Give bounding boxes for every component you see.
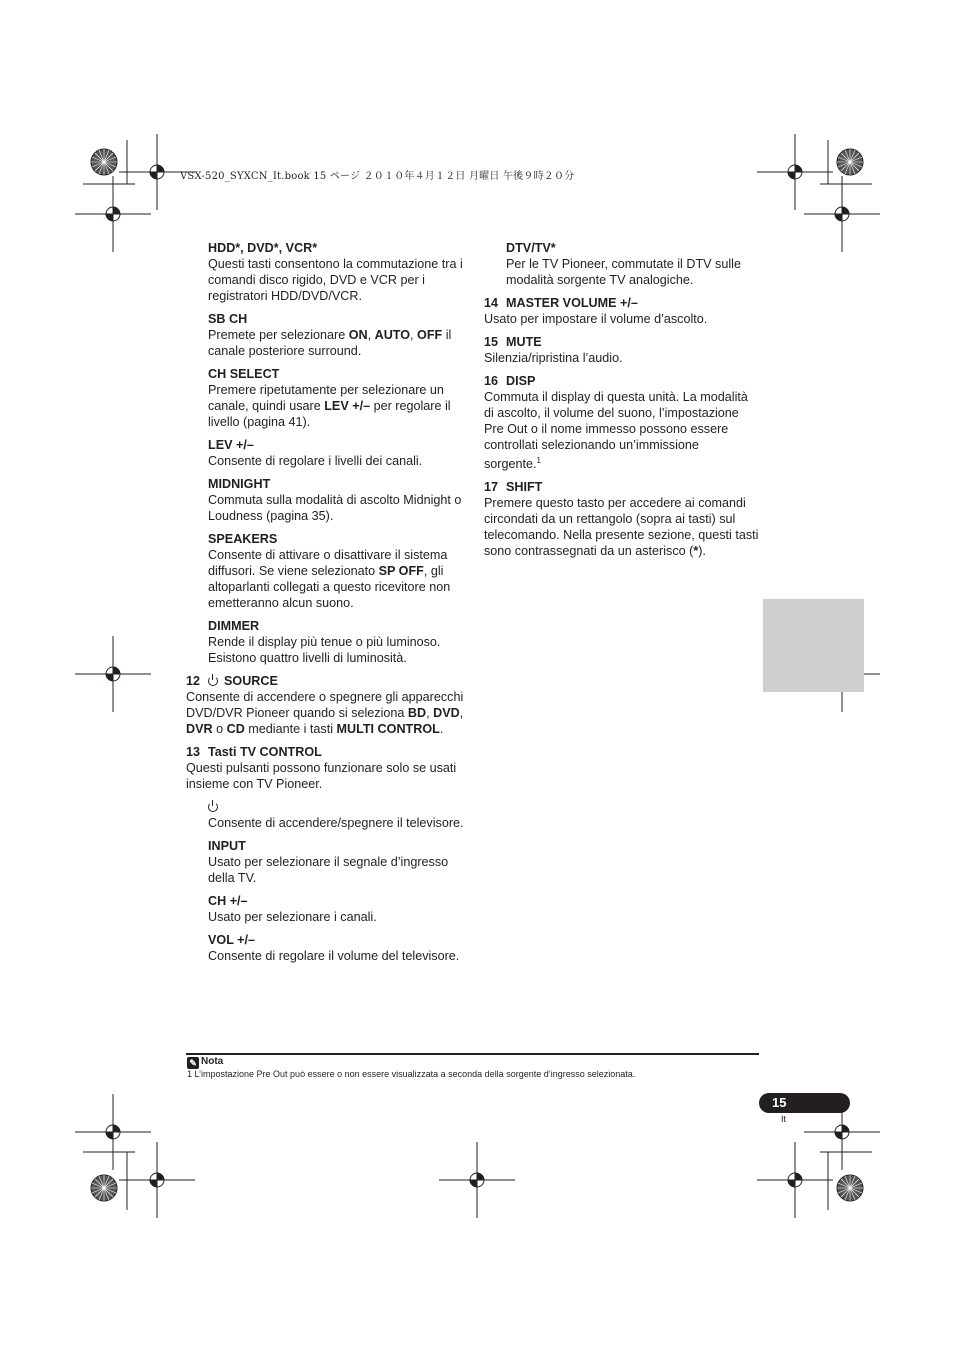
right-column: [484, 240, 759, 566]
item-heading: HDD*, DVD*, VCR*: [208, 241, 318, 255]
item-description: Per le TV Pioneer, commutate il DTV sulle modalità sorgente TV analogiche.: [506, 257, 741, 287]
item-heading: [208, 799, 466, 815]
item-heading: 12 SOURCE: [186, 674, 278, 688]
list-item: [208, 366, 466, 430]
item-description: Usato per selezionare i canali.: [208, 910, 377, 924]
item-heading: 13 Tasti TV CONTROL: [186, 745, 322, 759]
section-12: [186, 673, 466, 737]
list-item: [208, 240, 466, 304]
item-description: Rende il display più tenue o più luminoso. Esistono quattro livelli di luminosità.: [208, 635, 441, 665]
item-description: Premete per selezionare ON, AUTO, OFF il canale posteriore surround.: [208, 328, 452, 358]
list-item: [208, 932, 466, 964]
item-heading: INPUT: [208, 839, 246, 853]
item-description: Commuta il display di questa unità. La modalità di ascolto, il volume del suono, l’impostazione Pre Out o il nome immesso possono essere controllati selezionando un’immissione sorgente.$^1$: [484, 390, 748, 472]
item-description: Consente di regolare i livelli dei canali.: [208, 454, 423, 468]
item-description: Commuta sulla modalità di ascolto Midnight o Loudness (pagina 35).: [208, 493, 462, 523]
item-heading: 15 MUTE: [484, 335, 542, 349]
section-item: [484, 479, 759, 559]
left-column: [186, 240, 466, 971]
item-heading: SB CH: [208, 312, 248, 326]
chapter-tab: [763, 599, 864, 692]
note-label: Nota: [201, 1056, 224, 1067]
power-icon: [208, 676, 218, 686]
item-description: Consente di attivare o disattivare il sistema diffusori. Se viene selezionato SP OFF, gli altoparlanti collegati a questo ricevitore non emetteranno alcun suono.: [208, 548, 451, 610]
item-heading: SPEAKERS: [208, 532, 278, 546]
section-number: 12: [186, 674, 201, 688]
item-description: Questi tasti consentono la commutazione tra i comandi disco rigido, DVD e VCR per i registratori HDD/DVD/VCR.: [208, 257, 463, 303]
list-item: [208, 893, 466, 925]
power-icon: [208, 802, 218, 812]
list-item: [208, 531, 466, 611]
page-language: It: [781, 1114, 787, 1124]
list-item: [506, 240, 759, 288]
list-item: [208, 311, 466, 359]
section-item: [484, 295, 759, 327]
right-subitem: [506, 240, 759, 288]
item-heading: 16 DISP: [484, 374, 536, 388]
page-number: 15: [759, 1093, 850, 1113]
item-description: Consente di accendere o spegnere gli apparecchi DVD/DVR Pioneer quando si seleziona BD, DVD, DVR o CD mediante i tasti MULTI CONTROL.: [186, 690, 464, 736]
section-item: [484, 334, 759, 366]
section-number: 17: [484, 480, 499, 495]
list-item: [208, 799, 466, 831]
item-description: Questi pulsanti possono funzionare solo se usati insieme con TV Pioneer.: [186, 761, 457, 791]
section-13: [186, 744, 466, 792]
file-header: VSX-520_SYXCN_It.book 15 ページ ２０１０年４月１２日 月曜日 午後９時２０分: [180, 171, 575, 182]
item-heading: CH SELECT: [208, 367, 280, 381]
list-item: [208, 437, 466, 469]
list-item: [208, 838, 466, 886]
item-heading: LEV +/–: [208, 438, 254, 452]
footnote-text: 1 L’impostazione Pre Out può essere o non essere visualizzata a seconda della sorgente d’ingresso selezionata.: [187, 1069, 636, 1079]
note-icon: ✎: [187, 1057, 199, 1069]
item-description: Premere ripetutamente per selezionare un canale, quindi usare LEV +/– per regolare il livello (pagina 41).: [208, 383, 451, 429]
section-item: [484, 373, 759, 472]
item-heading: 14 MASTER VOLUME +/–: [484, 296, 638, 310]
note-divider: [186, 1053, 759, 1055]
item-description: Usato per impostare il volume d’ascolto.: [484, 312, 708, 326]
section-number: 13: [186, 745, 201, 759]
section-number: 14: [484, 296, 499, 310]
item-heading: MIDNIGHT: [208, 477, 271, 491]
section-number: 15: [484, 335, 499, 349]
list-item: [208, 476, 466, 524]
list-item: [208, 618, 466, 666]
item-description: Consente di accendere/spegnere il televisore.: [208, 816, 464, 830]
item-heading: VOL +/–: [208, 933, 256, 947]
right-sections: [484, 295, 759, 559]
item-heading: 17 SHIFT: [484, 480, 543, 495]
item-heading: CH +/–: [208, 894, 248, 908]
left-subitems: [208, 240, 466, 666]
item-description: Usato per selezionare il segnale d’ingresso della TV.: [208, 855, 449, 885]
item-heading: DTV/TV*: [506, 241, 556, 255]
section-13-subitems: [208, 799, 466, 964]
item-heading: DIMMER: [208, 619, 260, 633]
item-description: Premere questo tasto per accedere ai comandi circondati da un rettangolo (sopra ai tasti) sul telecomando. Nella presente sezione, questi tasti sono contrassegnati da un asterisco (*).: [484, 496, 759, 559]
item-description: Consente di regolare il volume del televisore.: [208, 949, 460, 963]
section-number: 16: [484, 374, 499, 388]
note-heading: [187, 1056, 223, 1069]
item-description: Silenzia/ripristina l’audio.: [484, 351, 623, 365]
